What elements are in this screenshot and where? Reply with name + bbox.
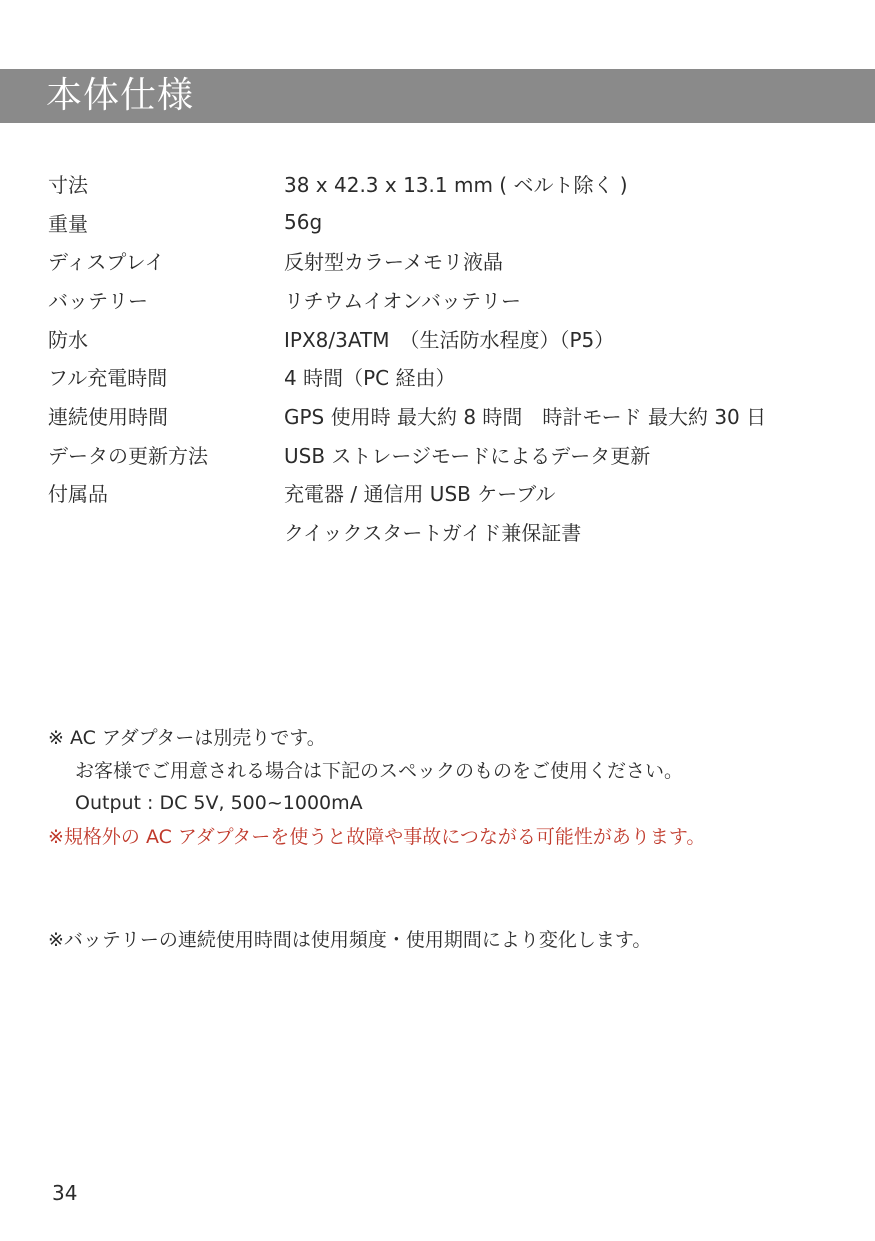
spec-row bbox=[48, 203, 848, 242]
spec-value: USB ストレージモードによるデータ更新 bbox=[284, 443, 651, 468]
spec-row bbox=[48, 396, 848, 435]
spec-value: 充電器 / 通信用 USB ケーブル bbox=[284, 482, 556, 507]
spec-value: 反射型カラーメモリ液晶 bbox=[284, 250, 503, 275]
spec-value: 4 時間（PC 経由） bbox=[284, 366, 456, 391]
adapter-output-spec: Output : DC 5V, 500~1000mA bbox=[75, 791, 363, 814]
adapter-notes bbox=[48, 720, 848, 852]
spec-row bbox=[48, 164, 848, 203]
spec-label: 寸法 bbox=[48, 172, 88, 197]
spec-row bbox=[48, 512, 848, 551]
spec-row bbox=[48, 319, 848, 358]
spec-label: データの更新方法 bbox=[48, 443, 208, 468]
spec-row bbox=[48, 357, 848, 396]
spec-value: IPX8/3ATM （生活防水程度）（P5） bbox=[284, 327, 615, 352]
page-title: 本体仕様 bbox=[46, 75, 195, 116]
adapter-warning: ※規格外の AC アダプターを使うと故障や事故につながる可能性があります。 bbox=[48, 826, 706, 848]
spec-label: フル充電時間 bbox=[48, 366, 168, 391]
spec-label: ディスプレイ bbox=[48, 250, 165, 275]
spec-value: 38 x 42.3 x 13.1 mm ( ベルト除く ) bbox=[284, 172, 628, 197]
spec-value: リチウムイオンバッテリー bbox=[284, 288, 521, 313]
adapter-detail: お客様でご用意される場合は下記のスペックのものをご使用ください。 bbox=[75, 760, 684, 782]
spec-row bbox=[48, 280, 848, 319]
spec-label: 付属品 bbox=[48, 482, 108, 507]
battery-note: ※バッテリーの連続使用時間は使用頻度・使用期間により変化します。 bbox=[48, 929, 652, 951]
spec-label: 重量 bbox=[48, 211, 88, 236]
title-bar bbox=[0, 69, 875, 123]
spec-label: バッテリー bbox=[48, 288, 148, 313]
spec-row bbox=[48, 241, 848, 280]
spec-table bbox=[48, 164, 848, 551]
spec-row bbox=[48, 474, 848, 513]
spec-value: クイックスタートガイド兼保証書 bbox=[284, 521, 582, 546]
spec-label: 連続使用時間 bbox=[48, 404, 168, 429]
adapter-note: ※ AC アダプターは別売りです。 bbox=[48, 727, 326, 749]
page-number: 34 bbox=[52, 1181, 78, 1205]
spec-label: 防水 bbox=[48, 327, 88, 352]
spec-value: 56g bbox=[284, 210, 323, 235]
spec-value: GPS 使用時 最大約 8 時間 時計モード 最大約 30 日 bbox=[284, 404, 767, 429]
spec-row bbox=[48, 435, 848, 474]
